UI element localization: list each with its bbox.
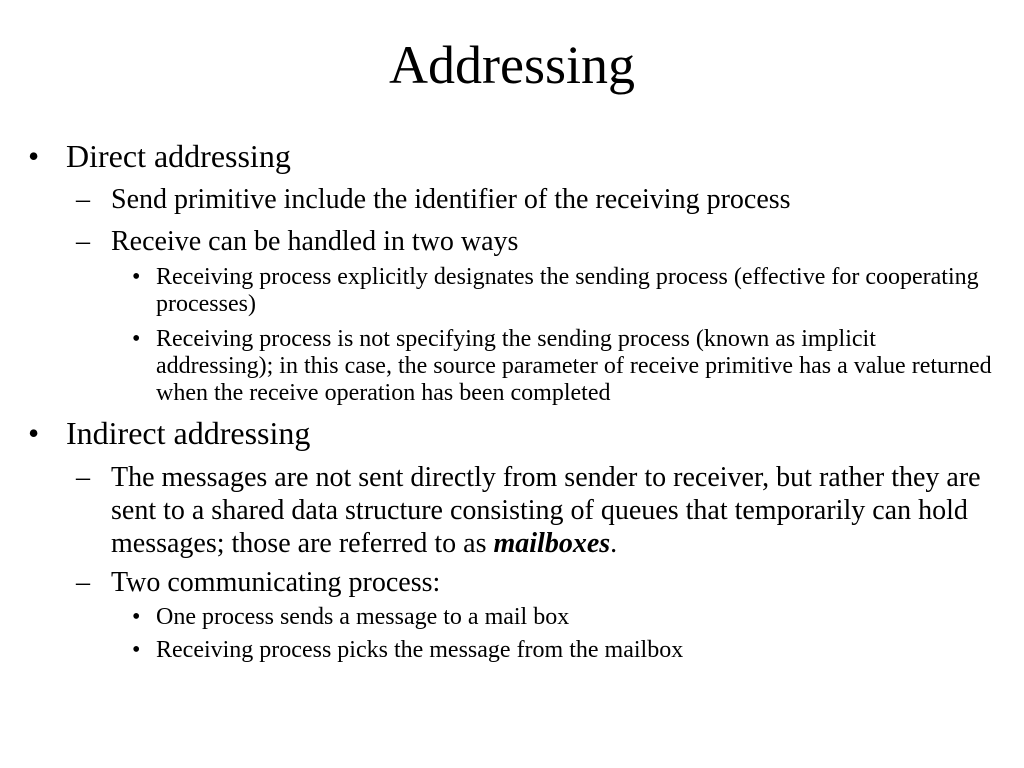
bullet-mark: •: [28, 138, 40, 174]
bullet-mark: •: [28, 415, 40, 451]
subbullet-text: Send primitive include the identifier of the receiving process: [111, 184, 791, 215]
dash-mark: –: [76, 567, 90, 598]
subsubbullet-text: Receiving process is not specifying the sending process (known as implicit addressing); in this case, the source parameter of receive primitive has a value returned when the receive operation has been completed: [156, 326, 992, 406]
subsubbullet-receiving-picks: [0, 637, 1024, 664]
subbullet-text: Two communicating process:: [111, 567, 441, 598]
subsubbullet-one-process: [0, 604, 1024, 631]
subsubbullet-text: Receiving process explicitly designates the sending process (effective for cooperating processes): [156, 264, 979, 317]
subsubbullet-text: One process sends a message to a mail box: [156, 604, 570, 630]
dash-mark: –: [76, 462, 90, 493]
bullet-text: Indirect addressing: [66, 415, 311, 451]
slide-title: Addressing: [389, 35, 635, 95]
subbullet-text: Receive can be handled in two ways: [111, 226, 519, 257]
bullet-mark: •: [132, 326, 141, 352]
bullet-indirect-addressing: [0, 415, 1024, 451]
bullet-mark: •: [132, 264, 141, 290]
subsubbullet-implicit: [0, 326, 1024, 407]
subbullet-send-primitive: [0, 183, 1024, 216]
dash-mark: –: [76, 184, 90, 215]
bullet-mark: •: [132, 637, 141, 663]
subbullet-two-communicating: [0, 566, 1024, 599]
subbullet-mailboxes: [0, 461, 1024, 560]
dash-mark: –: [76, 226, 90, 257]
subbullet-receive-two-ways: [0, 225, 1024, 258]
bullet-text: Direct addressing: [66, 138, 291, 174]
subsubbullet-explicit: [0, 264, 1024, 318]
subbullet-text-before: The messages are not sent directly from sender to receiver, but rather they are sent to a shared data structure consisting of queues that temporarily can hold messages; those are referred to as: [111, 462, 981, 559]
mailboxes-emphasis: mailboxes: [493, 528, 611, 559]
subbullet-text-after: .: [610, 528, 618, 559]
slide-content: [0, 138, 1024, 664]
bullet-direct-addressing: [0, 138, 1024, 174]
bullet-mark: •: [132, 604, 141, 630]
subsubbullet-text: Receiving process picks the message from the mailbox: [156, 637, 684, 663]
subbullet-text: [111, 461, 991, 560]
